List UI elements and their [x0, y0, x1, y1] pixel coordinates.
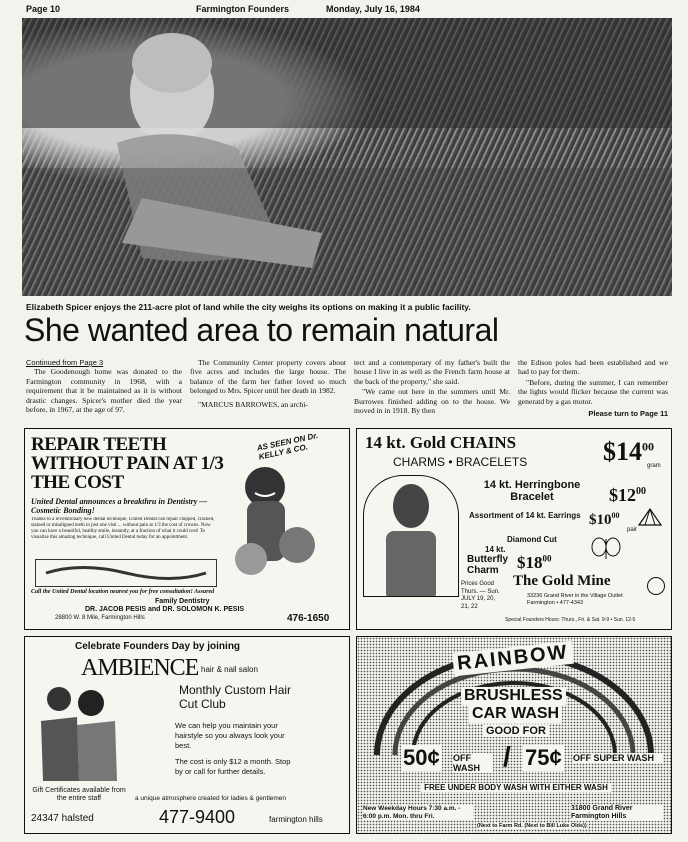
article-column-1	[26, 358, 182, 415]
article-paragraph: the Edison poles had been established and we had to pay for them.	[518, 358, 668, 377]
continued-from: Continued from Page 3	[26, 358, 104, 367]
dental-cta: Call the United Dental location nearest you for free consultation! Assured	[31, 589, 215, 595]
carwash-ad	[356, 636, 672, 834]
article-paragraph: "Before, during the summer, I can remember the lights would flicker because the current was generatd by a gas motor.	[518, 377, 668, 406]
gold-hours: Special Founders Hours: Thurs., Fri. & Sat. 9-9 • Sun. 12-5	[505, 617, 636, 623]
article-column-4	[518, 358, 668, 418]
gold-dates: Prices Good Thurs. — Sun. JULY 19, 20, 21, 22	[461, 581, 500, 610]
gold-price-unit: gram	[647, 463, 661, 469]
article-paragraph: "We came out here in the summers until Mr. Burrowes finished adding on to the house. We moved in in 1918. By then	[354, 387, 510, 416]
gold-item-bracelet: 14 kt. Herringbone Bracelet	[483, 479, 581, 503]
gold-item-14kt: 14 kt.	[485, 545, 506, 554]
carwash-hours: New Weekday Hours 7:30 a.m. - 6:00 p.m. Mon. thru Fri.	[363, 805, 473, 820]
gold-price-chains: $\$14^{00}$	[603, 437, 654, 466]
article-column-3	[354, 358, 510, 416]
gold-subtitle: CHARMS • BRACELETS	[393, 455, 528, 469]
teeth-illustration	[35, 559, 217, 587]
dental-ad	[24, 428, 350, 630]
dental-phone: 476-1650	[287, 613, 330, 624]
carwash-off1-label: OFF WASH	[453, 753, 493, 773]
continued-to: Please turn to Page 11	[588, 409, 668, 419]
dental-headline: REPAIR TEETH WITHOUT PAIN AT 1/3 THE COST	[31, 434, 224, 493]
dental-body: Thanks to a revolutionary new dental technique, United Dental can repair chipped, cracked, stained or misaligned teeth in just one visit ... without pain at 1/3 the cost of crowns. Now you can have a beautiful, healthy smile, instantly, at a fraction of what it could cost! To visualize this amazing technique, call United Dental today for an appointment.	[31, 517, 215, 540]
carwash-free: FREE UNDER BODY WASH WITH EITHER WASH	[421, 783, 611, 792]
paper-name: Farmington Founders	[196, 4, 289, 14]
dental-address: 28800 W. 8 Mile, Farmington Hills	[55, 615, 145, 621]
feature-photo	[22, 18, 672, 296]
as-seen-on: AS SEEN ON Dr. KELLY & CO.	[256, 430, 319, 462]
salon-couple-illustration	[31, 681, 131, 785]
gold-title: 14 kt. Gold CHAINS	[365, 433, 517, 452]
salon-gift: Gift Certificates available from the entire staff	[32, 787, 126, 802]
carwash-name: RAINBOW	[452, 641, 574, 676]
page-header	[26, 4, 666, 16]
shell-charm-icon	[637, 507, 663, 527]
salon-intro: Celebrate Founders Day by joining	[75, 641, 241, 652]
article-paragraph: "MARCUS BARROWES, an archi-	[198, 399, 308, 409]
salon-phone: 477-9400	[159, 807, 236, 827]
salon-brand-sub: hair & nail salon	[201, 665, 258, 674]
carwash-line1: BRUSHLESS	[461, 687, 566, 705]
butterfly-icon	[591, 537, 621, 561]
dental-subhead: United Dental announces a breakthru in Dentistry — Cosmetic Bonding!	[31, 497, 208, 515]
salon-paragraph-1: We can help you maintain your hairstyle so you always look your best.	[175, 721, 285, 750]
salon-ad	[24, 636, 350, 834]
salon-address: 24347 halsted	[31, 813, 94, 824]
carwash-line2: CAR WASH	[469, 705, 562, 723]
salon-tagline: a unique atmosphere created for ladies & gentlemen	[135, 795, 287, 802]
gold-earrings-unit: pair	[627, 527, 638, 533]
page-number: Page 10	[26, 4, 61, 14]
dental-doctors: DR. JACOB PESIS and DR. SOLOMON K. PESIS	[85, 606, 245, 613]
gold-price-butterfly: $\$18^{00}$	[517, 553, 552, 572]
article-paragraph: The Goodenough home was donated to the Farmington community in 1968, with a requirement that it be maintained as it is without drastic changes. Spicer's mother died the year before, in 1967, at the age of 97.	[26, 367, 182, 415]
photo-caption: Elizabeth Spicer enjoys the 211-acre plot of land while the city weighs its options on making it a public facility.	[26, 302, 471, 312]
carwash-note: (Next to Farm Rd. (Next to Bill Luke Olds))	[477, 823, 587, 829]
carwash-address: 31800 Grand River Farmington Hills	[571, 805, 663, 821]
gold-ad	[356, 428, 672, 630]
salon-club: Monthly Custom Hair Cut Club	[179, 683, 292, 711]
gold-model-illustration	[363, 475, 459, 597]
gold-item-butterfly: Butterfly Charm	[467, 554, 509, 576]
family-dentistry: Family Dentistry	[155, 598, 210, 605]
gold-store-name: The Gold Mine	[513, 573, 611, 589]
carwash-off2: 75¢	[525, 745, 562, 770]
salon-paragraph-2: The cost is only $12 a month. Stop by or call for further details.	[175, 757, 291, 776]
issue-date: Monday, July 16, 1984	[326, 4, 420, 14]
store-logo-icon	[647, 577, 665, 595]
dental-smiling-faces	[225, 457, 343, 585]
headline: She wanted area to remain natural	[24, 312, 499, 348]
gold-price-bracelet: $\$12^{00}$	[609, 485, 646, 505]
salon-city: farmington hills	[269, 815, 323, 824]
article-paragraph: tect and a contemporary of my father's built the house I live in as well as the French farm house at the back of the property," she said.	[354, 358, 510, 386]
salon-brand: AMBIENCE	[81, 655, 199, 681]
photo-illustration	[22, 18, 672, 296]
gold-price-earrings: $\$10^{00}$	[589, 511, 620, 528]
article-paragraph: The Community Center property covers about five acres and includes the large house. The balance of the farm her father loved so much belonged to Mrs. Spicer until her death in 1982.	[190, 358, 346, 396]
gold-item-diamond: Diamond Cut	[507, 535, 557, 544]
carwash-slash: /	[503, 741, 511, 772]
carwash-off2-label: OFF SUPER WASH	[573, 753, 663, 763]
carwash-off1: 50¢	[403, 745, 440, 770]
gold-item-earrings: Assortment of 14 kt. Earrings	[469, 511, 581, 520]
gold-address: 33236 Grand River in the Village Outlet Farmington • 477-4343	[527, 593, 623, 606]
article-column-2	[190, 358, 346, 410]
carwash-good-for: GOOD FOR	[483, 725, 549, 737]
